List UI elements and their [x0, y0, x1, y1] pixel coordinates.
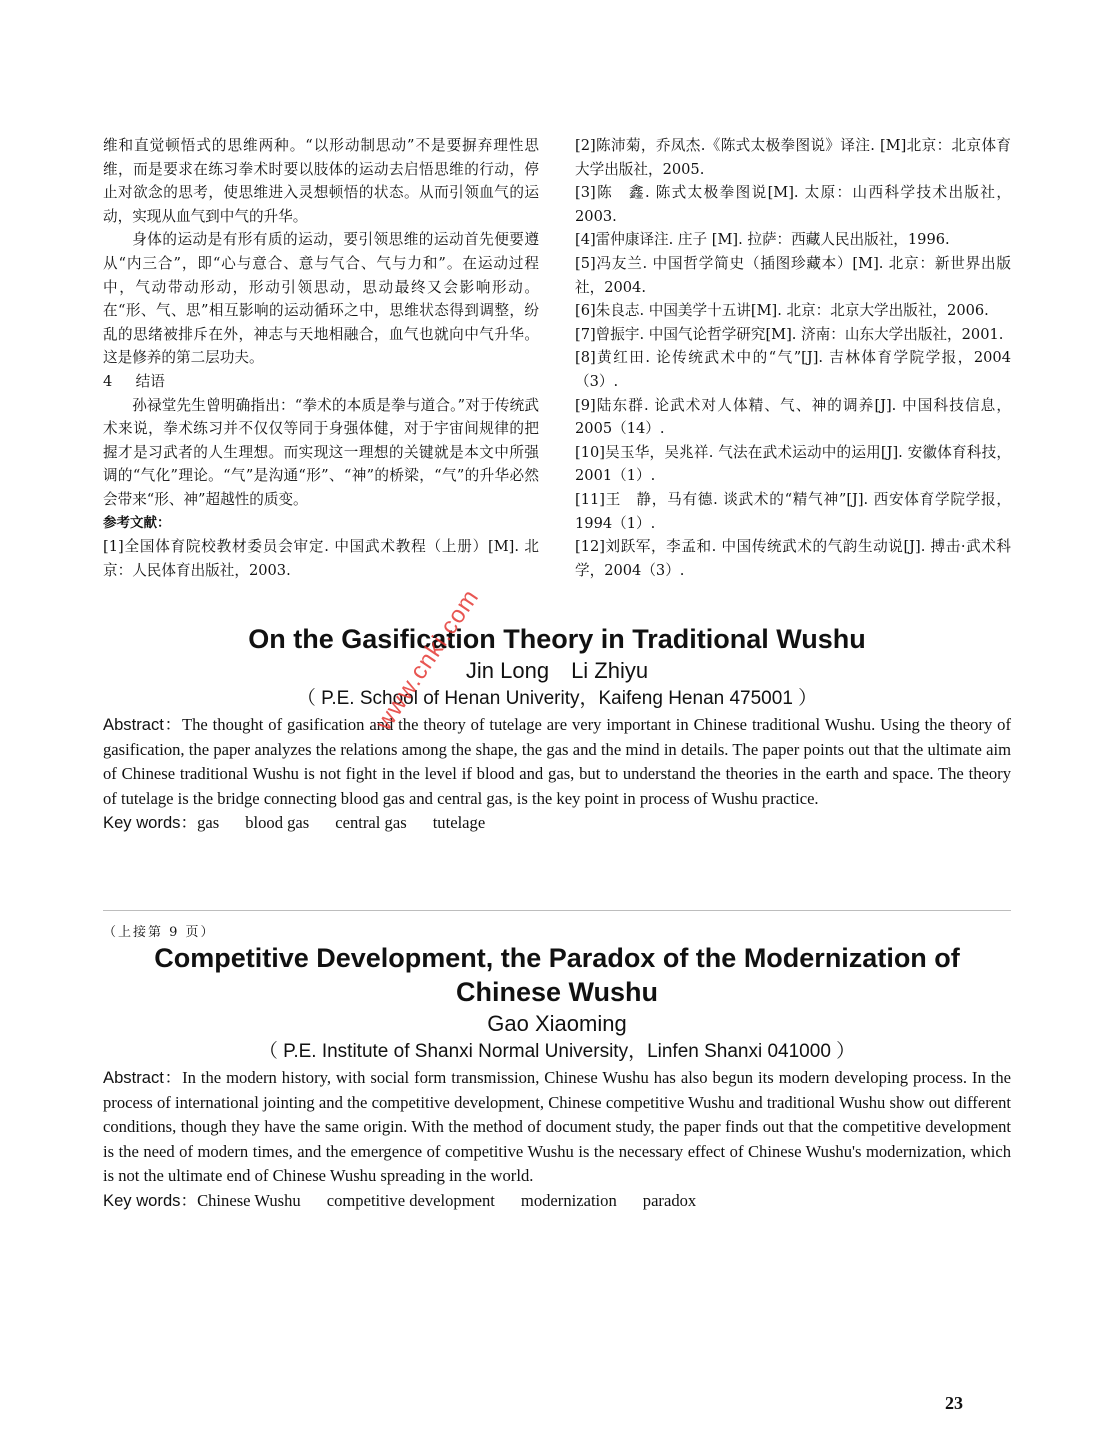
keyword: competitive development	[326, 1190, 495, 1210]
abstract-paragraph	[103, 713, 1011, 811]
right-column	[575, 134, 1011, 582]
reference-item: [9]陆东群. 论武术对人体精、气、神的调养[J]. 中国科技信息，2005（14）.	[575, 396, 1011, 438]
watermark: www.cnki.com	[370, 584, 485, 736]
abstract-text: In the modern history, with social form transmission, Chinese Wushu has also begun its modern developing process. In the process of international jointing and the competitive development, Chinese competitive Wushu and traditional Wushu show out different conditions, though they have the same origin. With the method of document study, the paper finds out that the competitive development is the need of modern times, and the emergence of competitive Wushu is the necessary effect of Chinese Wushu's modernization, which is not the ultimate end of Chinese Wushu spreading in the world.	[103, 1068, 1011, 1186]
article-affiliation: （ P.E. Institute of Shanxi Normal University，Linfen Shanxi 041000 ）	[258, 1041, 856, 1062]
section-divider	[103, 910, 1011, 911]
section-number: 4	[103, 372, 113, 390]
keyword: gas	[197, 813, 220, 833]
article-title: On the Gasification Theory in Traditional Wushu	[248, 624, 866, 654]
reference-item: [3]陈 鑫. 陈式太极拳图说[M]. 太原：山西科学技术出版社，2003.	[575, 184, 1011, 225]
article-affiliation: （ P.E. School of Henan Univerity，Kaifeng Henan 475001 ）	[296, 688, 818, 709]
article-authors: Gao Xiaoming	[487, 1011, 627, 1036]
keyword: tutelage	[432, 813, 486, 833]
reference-item: [6]朱良志. 中国美学十五讲[M]. 北京：北京大学出版社，2006.	[575, 302, 989, 320]
reference-item: [5]冯友兰. 中国哲学简史（插图珍藏本）[M]. 北京：新世界出版社，2004.	[575, 254, 1011, 296]
abstract-text: The thought of gasification and the theory of tutelage are very important in Chinese traditional Wushu. Using the theory of gasification, the paper analyzes the relations among the shape, the gas and the mind in details. The paper points out that the ultimate aim of Chinese traditional Wushu is not fight in the level if blood and gas, but to understand the theories in the earth and space. The theory of tutelage is the bridge connecting blood gas and central gas, is the key point in process of Wushu practice.	[103, 715, 1011, 808]
left-column	[103, 134, 539, 582]
page-number: 23	[945, 1393, 963, 1413]
reference-item: [11]王 静，马有德. 谈武术的“精气神”[J]. 西安体育学院学报，1994（1）.	[575, 490, 1011, 532]
reference-item: [8]黄红田. 论传统武术中的“气”[J]. 吉林体育学院学报，2004（3）.	[575, 349, 1011, 390]
keyword: Chinese Wushu	[197, 1190, 301, 1210]
body-paragraph: 孙禄堂先生曾明确指出：“拳术的本质是拳与道合。”对于传统武术来说，拳术练习并不仅仅等同于身强体健，对于宇宙间规律的把握才是习武者的人生理想。而实现这一理想的关键就是本文中所强调的“气化”理论。“气”是沟通“形”、“神”的桥梁，“气”的升华必然会带来“形、神”超越性的质变。	[103, 396, 539, 508]
reference-item: [4]雷仲康译注. 庄子 [M]. 拉萨：西藏人民出版社，1996.	[575, 231, 950, 249]
keywords-line	[103, 811, 1011, 836]
abstract-paragraph	[103, 1066, 1011, 1189]
references-title: 参考文献：	[103, 514, 171, 531]
keyword: central gas	[335, 813, 407, 833]
reference-item: [1]全国体育院校教材委员会审定. 中国武术教程（上册）[M]. 北京：人民体育出版社，2003.	[103, 538, 539, 579]
section-title: 结语	[135, 372, 165, 390]
reference-item: [12]刘跃军，李孟和. 中国传统武术的气韵生动说[J]. 搏击·武术科学，2004（3）.	[575, 538, 1011, 579]
keywords-line	[103, 1189, 1011, 1214]
reference-item: [10]吴玉华，吴兆祥. 气法在武术运动中的运用[J]. 安徽体育科技，2001（1）.	[575, 443, 1011, 485]
abstract-label: Abstract：	[103, 1068, 183, 1087]
keywords-label: Key words：	[103, 813, 198, 833]
body-paragraph: 维和直觉顿悟式的思维两种。“以形动制思动”不是要摒弃理性思维，而是要求在练习拳术时要以肢体的运动去启悟思维的行动，停止对欲念的思考，使思维进入灵想顿悟的状态。从而引领血气的运动，实现从血气到中气的升华。	[103, 137, 539, 225]
keyword: paradox	[642, 1190, 697, 1210]
reference-item: [2]陈沛菊，乔凤杰.《陈式太极拳图说》译注. [M]北京：北京体育大学出版社，2005.	[575, 137, 1011, 178]
reference-item: [7]曾振宇. 中国气论哲学研究[M]. 济南：山东大学出版社，2001.	[575, 325, 1004, 343]
keywords-label: Key words：	[103, 1190, 198, 1210]
body-paragraph: 身体的运动是有形有质的运动，要引领思维的运动首先便要遵从“内三合”，即“心与意合、意与气合、气与力和”。在运动过程中，气动带动形动，形动引领思动，思动最终又会影响形动。在“形、气、思”相互影响的运动循环之中，思维状态得到调整，纷乱的思绪被排斥在外，神志与天地相融合，血气也就向中气升华。这是修养的第二层功夫。	[103, 231, 539, 367]
continued-from-note: （上接第 9 页）	[103, 925, 216, 940]
article-1-abstract-block	[103, 622, 1011, 836]
abstract-label: Abstract：	[103, 715, 182, 734]
article-authors: Jin Long Li Zhiyu	[465, 658, 649, 683]
keyword: modernization	[520, 1190, 617, 1210]
section-heading	[103, 370, 539, 394]
keyword: blood gas	[245, 813, 310, 833]
article-2-abstract-block	[103, 941, 1011, 1214]
article-title: Competitive Development, the Paradox of the Modernization of Chinese Wushu	[154, 943, 960, 1007]
